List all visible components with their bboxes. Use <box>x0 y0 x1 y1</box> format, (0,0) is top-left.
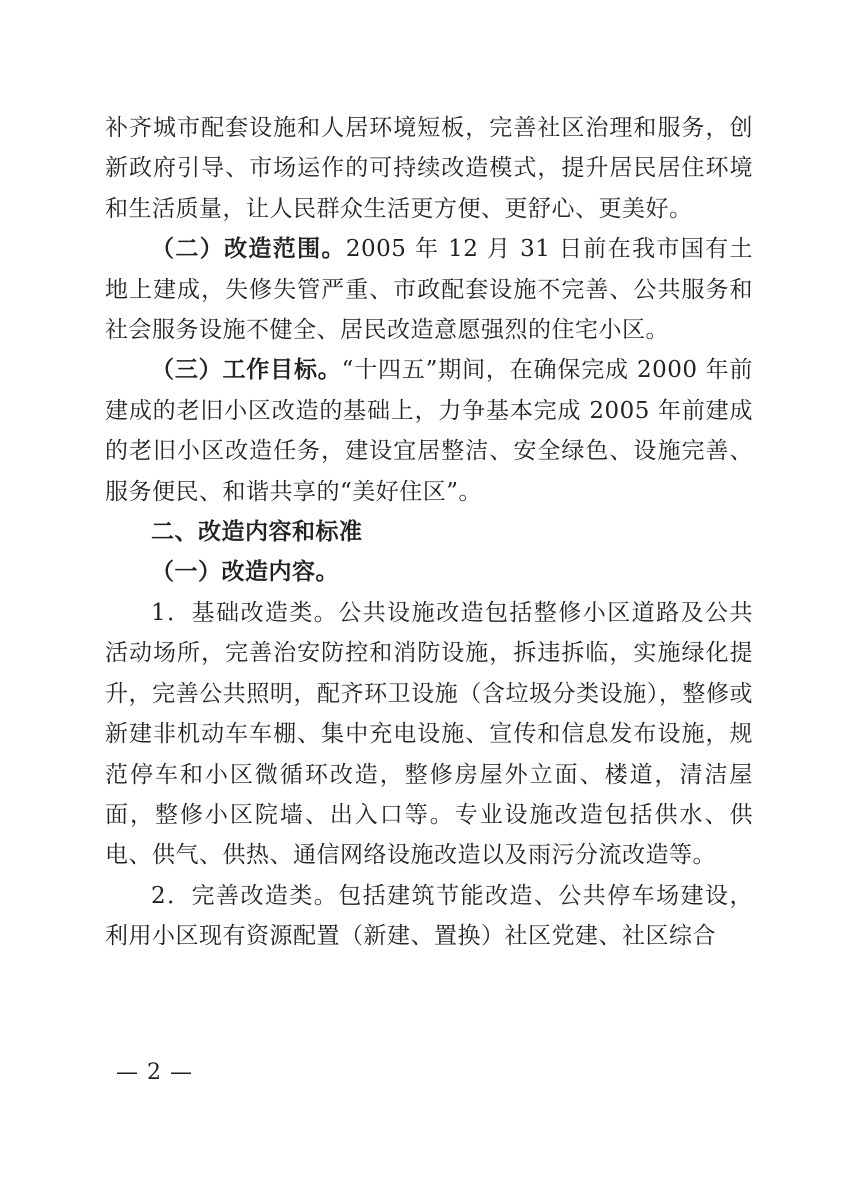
paragraph-2-text: 2005 年 12 月 31 日前在我市国有土地上建成，失修失管严重、市政配套设施不完善、公共服务和社会服务设施不健全、居民改造意愿强烈的住宅小区。 <box>105 236 754 344</box>
paragraph-2 <box>105 229 753 350</box>
document-body <box>105 108 753 957</box>
paragraph-5: 2．完善改造类。包括建筑节能改造、公共停车场建设，利用小区现有资源配置（新建、置换）社区党建、社区综合 <box>105 882 753 950</box>
section-heading-2: 二、改造内容和标准 <box>151 519 363 546</box>
paragraph-3-text: “十四五”期间，在确保完成 2000 年前建成的老旧小区改造的基础上，力争基本完成 2005 年前建成的老旧小区改造任务，建设宜居整洁、安全绿色、设施完善、服务便民、和谐共享的“美好住区”。 <box>105 357 753 505</box>
paragraph-2-label: （二）改造范围。 <box>151 235 346 263</box>
page-number: — 2 — <box>116 1060 193 1085</box>
subsection-heading-1: （一）改造内容。 <box>151 558 339 586</box>
paragraph-4: 1．基础改造类。公共设施改造包括整修小区道路及公共活动场所，完善治安防控和消防设施，拆违拆临，实施绿化提升，完善公共照明，配齐环卫设施（含垃圾分类设施），整修或新建非机动车车棚、集中充电设施、宣传和信息发布设施，规范停车和小区微循环改造，整修房屋外立面、楼道，清洁屋面，整修小区院墙、出入口等。专业设施改造包括供水、供电、供气、供热、通信网络设施改造以及雨污分流改造等。 <box>105 599 753 869</box>
paragraph-3 <box>105 350 753 512</box>
paragraph-1: 补齐城市配套设施和人居环境短板，完善社区治理和服务，创新政府引导、市场运作的可持续改造模式，提升居民居住环境和生活质量，让人民群众生活更方便、更舒心、更美好。 <box>105 115 753 222</box>
paragraph-3-label: （三）工作目标。 <box>151 356 342 384</box>
